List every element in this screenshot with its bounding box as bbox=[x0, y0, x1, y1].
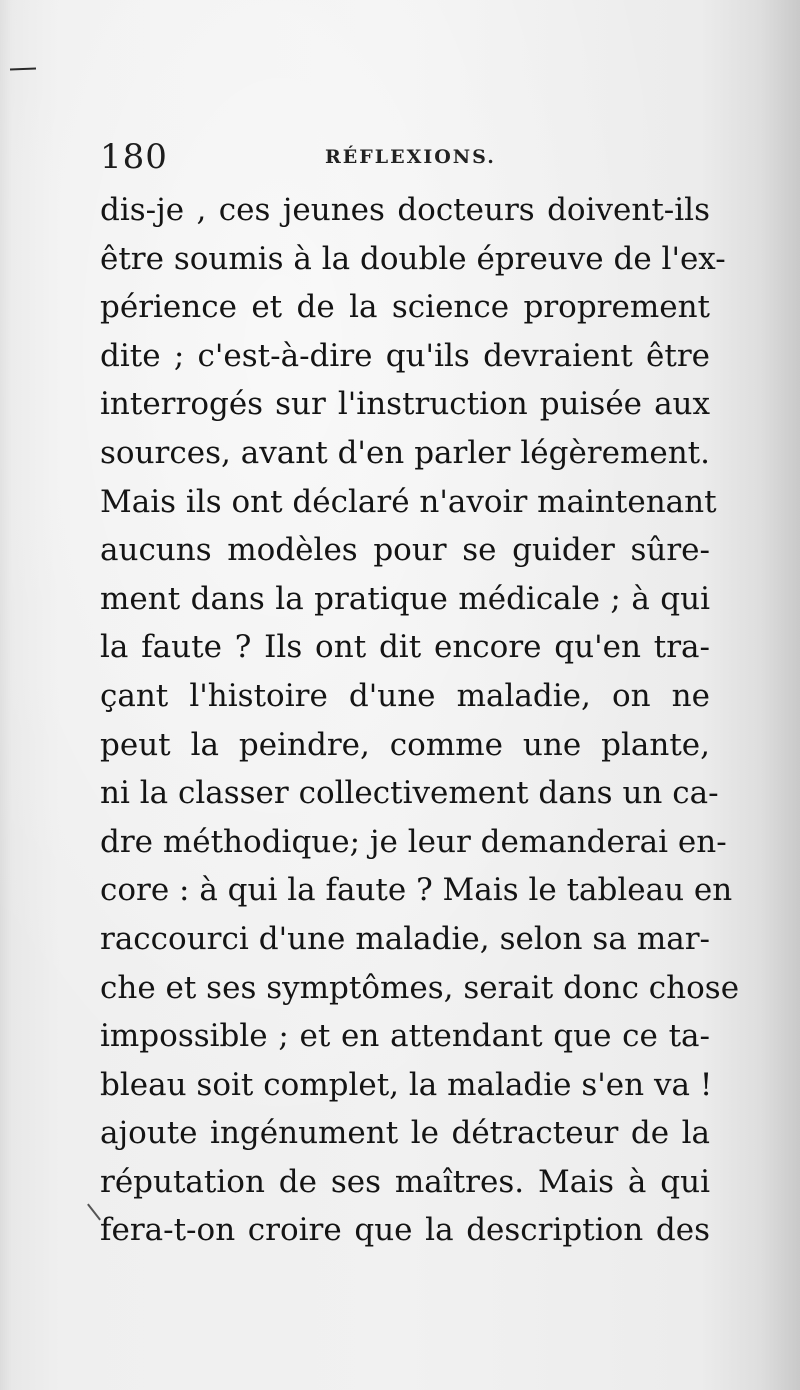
margin-mark bbox=[87, 1204, 101, 1221]
margin-mark bbox=[10, 68, 36, 71]
text-line: ajoute ingénument le détracteur de la bbox=[100, 1115, 710, 1152]
text-line: core : à qui la faute ? Mais le tableau en bbox=[100, 872, 733, 909]
text-line: ment dans la pratique médicale ; à qui bbox=[100, 580, 710, 617]
text-line: sources, avant d'en parler légèrement. bbox=[100, 434, 710, 471]
text-line: impossible ; et en attendant que ce ta- bbox=[100, 1018, 710, 1055]
running-head bbox=[100, 135, 700, 179]
text-line: dite ; c'est-à-dire qu'ils devraient être bbox=[100, 337, 710, 374]
text-line: fera-t-on croire que la description des bbox=[100, 1212, 710, 1249]
text-line: dre méthodique; je leur demanderai en- bbox=[100, 823, 727, 860]
text-line: peut la peindre, comme une plante, bbox=[100, 726, 710, 763]
running-title: RÉFLEXIONS. bbox=[325, 146, 496, 168]
text-line: la faute ? Ils ont dit encore qu'en tra- bbox=[100, 629, 710, 666]
text-line: interrogés sur l'instruction puisée aux bbox=[100, 386, 710, 423]
text-line: réputation de ses maîtres. Mais à qui bbox=[100, 1163, 710, 1200]
text-line: être soumis à la double épreuve de l'ex- bbox=[100, 240, 726, 277]
text-line: ni la classer collectivement dans un ca- bbox=[100, 775, 719, 812]
text-line: raccourci d'une maladie, selon sa mar- bbox=[100, 920, 710, 957]
text-line: bleau soit complet, la maladie s'en va ! bbox=[100, 1066, 713, 1103]
page-number: 180 bbox=[100, 137, 168, 177]
text-line: che et ses symptômes, serait donc chose bbox=[100, 969, 740, 1006]
body-text bbox=[100, 186, 740, 1255]
text-line: Mais ils ont déclaré n'avoir maintenant bbox=[100, 483, 717, 520]
text-line: périence et de la science proprement bbox=[100, 289, 710, 326]
text-line: aucuns modèles pour se guider sûre- bbox=[100, 532, 710, 569]
text-line: çant l'histoire d'une maladie, on ne bbox=[100, 677, 710, 714]
text-line: dis-je , ces jeunes docteurs doivent-ils bbox=[100, 192, 710, 228]
